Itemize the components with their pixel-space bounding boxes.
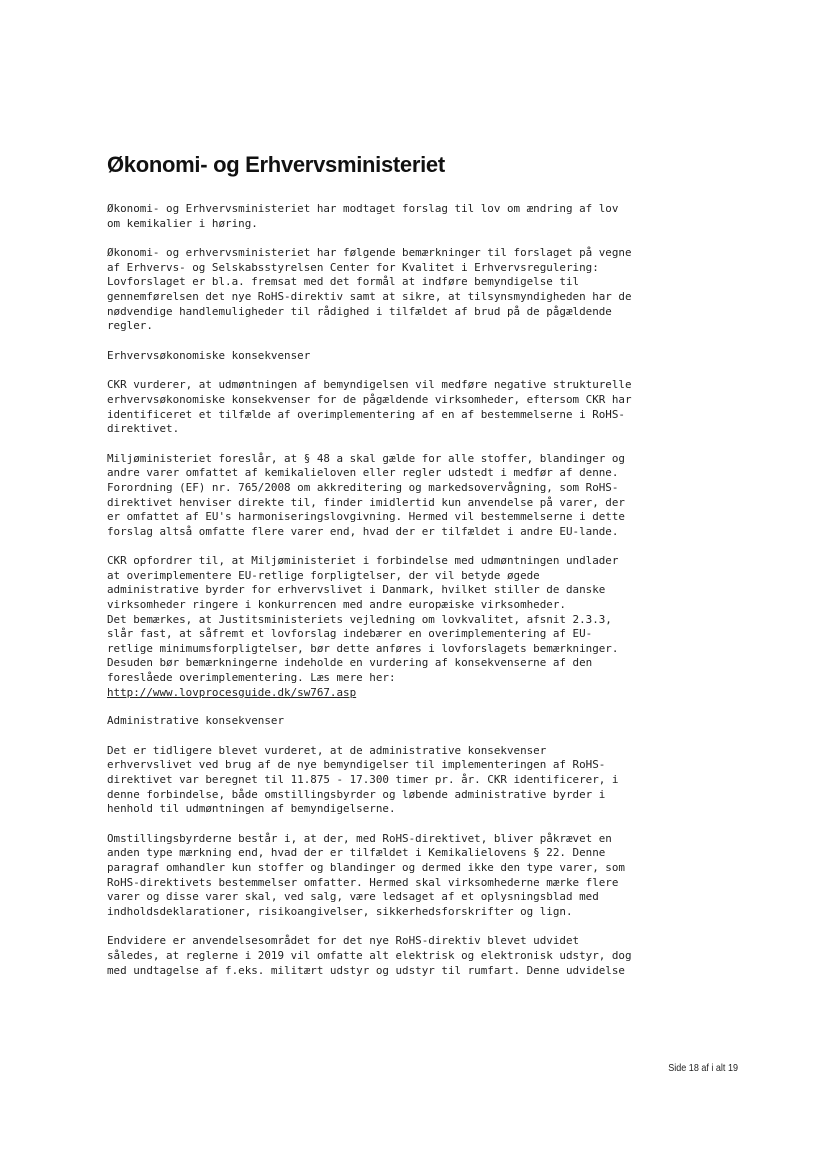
lovprocesguide-link[interactable]: http://www.lovprocesguide.dk/sw767.asp xyxy=(107,685,357,699)
paragraph-ckr-recommendation: CKR opfordrer til, at Miljøministeriet i forbindelse med udmøntningen undlader at overimplementere EU-retlige forpligtelser, der vil betyde øgede administrative byrder for erhvervslivet i Danmark, hvilket stiller de danske virksomheder ringere i konkurrencen med andre europæiske virksomheder. Det bemærkes, at Justitsministeriets vejledning om lovkvalitet, afsnit 2.3.3, slår fast, at såfremt et lovforslag indebærer en overimplementering af EU- retlige minimumsforpligtelser, bør dette anføres i lovforslagets bemærkninger. Desuden bør bemærkningerne indeholde en vurdering af konsekvenserne af den foreslåede overimplementering. Læs mere her: xyxy=(107,554,619,685)
paragraph-intro: Økonomi- og Erhvervsministeriet har modtaget forslag til lov om ændring af lov om kemikalier i høring. xyxy=(107,202,619,230)
paragraph-administrative-estimate: Det er tidligere blevet vurderet, at de administrative konsekvenser erhvervslivet ved brug af de nye bemyndigelser til implementeringen af RoHS- direktivet var beregnet til 11.875 - 17.300 timer pr. år. CKR identificerer, i denne forbindelse, både omstillingsbyrder og løbende administrative byrder i henhold til udmøntningen af bemyndigelserne. xyxy=(107,743,619,816)
paragraph-transition-burdens: Omstillingsbyrderne består i, at der, med RoHS-direktivet, bliver påkrævet en anden type mærkning end, hvad der er tilfældet i Kemikalielovens § 22. Denne paragraf omhandler kun stoffer og blandinger og dermed ikke den type varer, som RoHS-direktivets bestemmelser omfatter. Hermed skal virksomhederne mærke flere varer og disse varer skal, ved salg, være ledsaget af et oplysningsblad med indholdsdeklarationer, risikoangivelser, sikkerhedsforskrifter og lign. xyxy=(107,831,625,918)
section-heading-economic: Erhvervsøkonomiske konsekvenser xyxy=(107,348,311,362)
paragraph-environment-ministry: Miljøministeriet foreslår, at § 48 a skal gælde for alle stoffer, blandinger og andre varer omfattet af kemikalieloven eller regler udstedt i medfør af denne. Forordning (EF) nr. 765/2008 om akkreditering og markedsovervågning, som RoHS- direktivet henviser direkte til, finder imidlertid kun anvendelse på varer, der er omfattet af EU's harmoniseringslovgivning. Hermed vil bestemmelserne i dette forslag altså omfatte flere varer end, hvad der er tilfældet i andre EU-lande. xyxy=(107,451,625,538)
paragraph-scope-expansion: Endvidere er anvendelsesområdet for det nye RoHS-direktiv blevet udvidet således, at reglerne i 2019 vil omfatte alt elektrisk og elektronisk udstyr, dog med undtagelse af f.eks. militært udstyr og udstyr til rumfart. Denne udvidelse xyxy=(107,934,632,977)
paragraph-ckr-assessment: CKR vurderer, at udmøntningen af bemyndigelsen vil medføre negative strukturelle erhvervsøkonomiske konsekvenser for de pågældende virksomheder, eftersom CKR har identificeret et tilfælde af overimplementering af en af bestemmelserne i RoHS- direktivet. xyxy=(107,378,632,436)
page-title: Økonomi- og Erhvervsministeriet xyxy=(107,152,445,177)
document-body xyxy=(107,202,747,993)
section-heading-administrative: Administrative konsekvenser xyxy=(107,714,285,728)
paragraph-remarks: Økonomi- og erhvervsministeriet har følgende bemærkninger til forslaget på vegne af Erhvervs- og Selskabsstyrelsen Center for Kvalitet i Erhvervsregulering: Lovforslaget er bl.a. fremsat med det formål at indføre bemyndigelse til gennemførelsen det nye RoHS-direktiv samt at sikre, at tilsynsmyndigheden har de nødvendige handlemuligheder til rådighed i tilfældet af brud på de pågældende regler. xyxy=(107,246,632,333)
page-number: Side 18 af i alt 19 xyxy=(668,1062,738,1074)
